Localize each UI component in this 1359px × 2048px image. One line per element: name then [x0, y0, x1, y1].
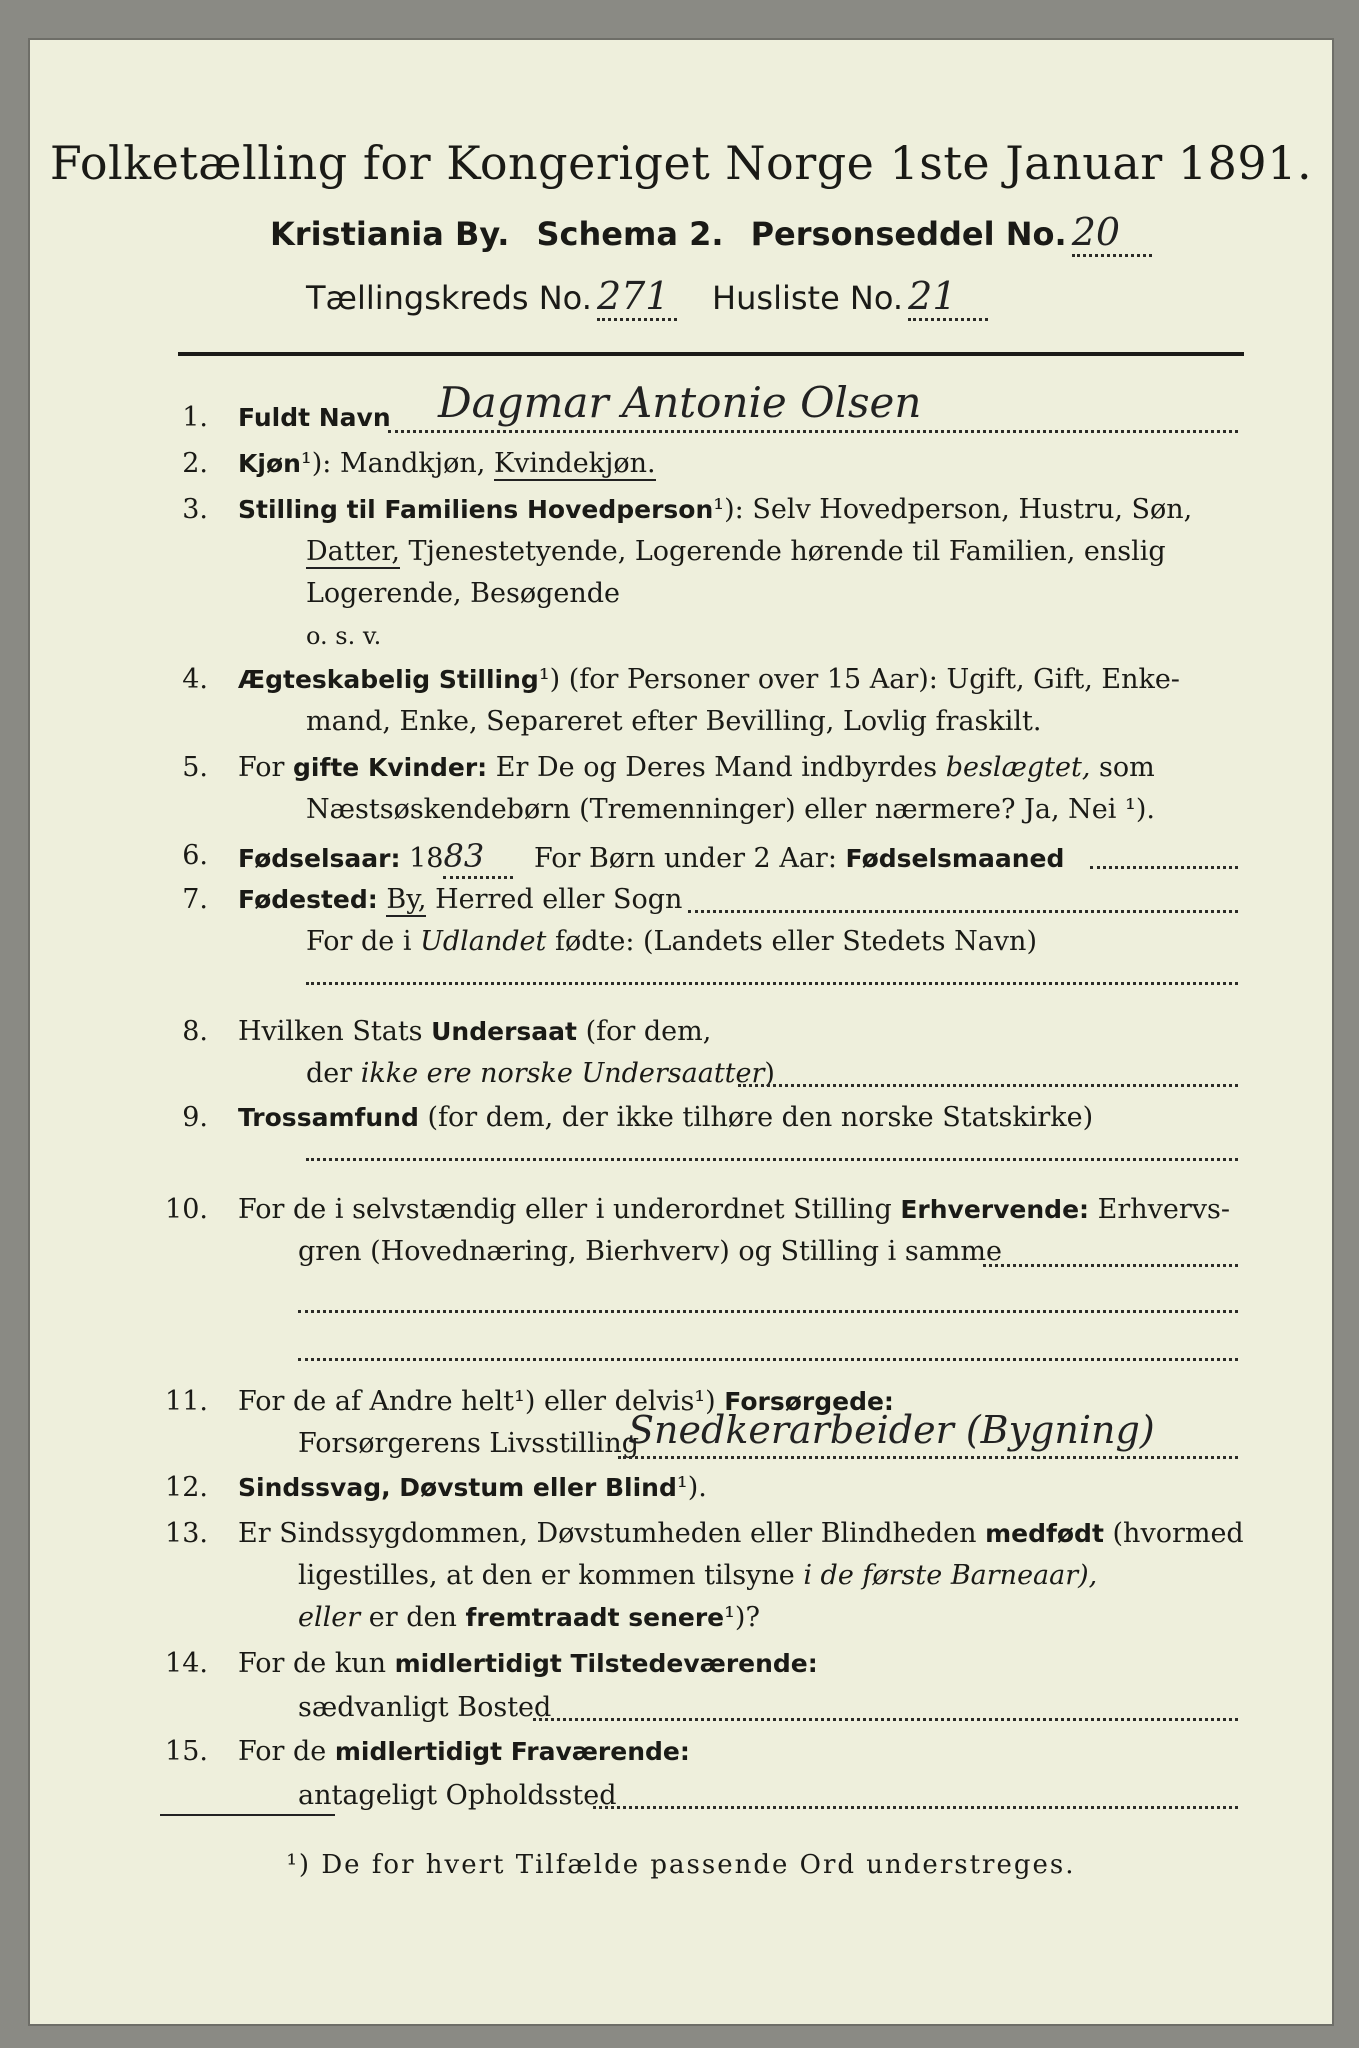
q8-ikke-norske: ikke ere norske Undersaatter: [360, 1058, 765, 1089]
q10-label: Erhvervende:: [900, 1195, 1090, 1224]
q3-sup: ¹):: [713, 494, 744, 525]
q3-options-line-3: Logerende, Besøgende: [306, 578, 620, 609]
q10-line-2: gren (Hovednæring, Bierhverv) og Stilling i samme: [298, 1236, 1003, 1267]
q3-label: Stilling til Familiens Hovedperson: [238, 495, 714, 524]
q7-udlandet: Udlandet: [420, 926, 547, 957]
q9-number: 9.: [182, 1102, 208, 1133]
q15-line-1: For de: [238, 1736, 327, 1767]
q5-for: For: [238, 752, 285, 783]
q7-answer-line: [306, 982, 1238, 985]
q12-number: 12.: [165, 1472, 208, 1503]
q12-label: Sindssvag, Døvstum eller Blind: [238, 1473, 677, 1502]
q11-line-1: For de af Andre helt¹) eller delvis¹): [238, 1386, 716, 1417]
q14-line-2: sædvanligt Bosted: [298, 1692, 552, 1723]
taellingskreds-label: Tællingskreds No.: [306, 279, 592, 317]
q13-er-den: er den: [368, 1602, 457, 1633]
q6-year-prefix: 18: [409, 843, 444, 874]
q8-line-1-end: (for dem,: [585, 1016, 712, 1047]
q13-senere-label: fremtraadt senere: [465, 1603, 725, 1632]
q10-line-2-dots: [983, 1264, 1238, 1267]
q5-label: gifte Kvinder:: [293, 753, 488, 782]
q11-line-2: Forsørgerens Livsstilling: [298, 1428, 640, 1459]
q3-options-line-4: o. s. v.: [306, 622, 382, 650]
q7-country-text: fødte: (Landets eller Stedets Navn): [554, 926, 1037, 957]
q10-answer-line-2: [298, 1358, 1238, 1361]
q12-sup: ¹).: [676, 1472, 707, 1503]
q13-line-2-text: ligestilles, at den er kommen tilsyne: [298, 1560, 795, 1591]
header-rule: [178, 352, 1244, 356]
q7-for-de-i: For de i: [306, 926, 412, 957]
q13-line-2: [298, 1556, 1097, 1596]
q5-number: 5.: [182, 752, 208, 783]
q15-label: midlertidigt Fraværende:: [334, 1737, 690, 1766]
q6-month-line: [1090, 866, 1238, 869]
q7-option-by: By,: [386, 884, 427, 915]
q6-number: 6.: [182, 840, 208, 871]
q1-number: 1.: [182, 402, 208, 433]
q4-line-1: ¹) (for Personer over 15 Aar): Ugift, Gift, Enke-: [538, 664, 1180, 695]
q2-number: 2.: [182, 448, 208, 479]
q14-answer-line: [533, 1718, 1238, 1721]
header-line-2: [306, 274, 988, 321]
header-line-1: [270, 210, 1152, 257]
q15-number: 15.: [165, 1736, 208, 1767]
q13-line-1-end: (hvormed: [1112, 1518, 1244, 1549]
city-label: Kristiania By.: [270, 215, 510, 253]
q7-number: 7.: [182, 884, 208, 915]
q5-line-1: Er De og Deres Mand indbyrdes: [495, 752, 938, 783]
q6-handwritten-year: 83: [443, 836, 513, 879]
taellingskreds-number: 271: [597, 274, 677, 321]
q6-infant-text: For Børn under 2 Aar:: [534, 843, 837, 874]
footnote-rule: [160, 1814, 335, 1816]
q3-options-line-2: Tjenestetyende, Logerende hørende til Familien, enslig: [408, 536, 1166, 567]
q13-eller: eller: [298, 1602, 361, 1633]
q4-label: Ægteskabelig Stilling: [238, 665, 539, 694]
q8-line-2: [306, 1054, 775, 1094]
q1-handwritten-name: Dagmar Antonie Olsen: [438, 378, 922, 427]
q3-line-2: [306, 532, 1166, 572]
q13-barneaar: i de første Barneaar),: [803, 1560, 1098, 1591]
q13-line-3: [298, 1598, 760, 1638]
q11-number: 11.: [165, 1386, 208, 1417]
q5-line-2: Næstsøskendebørn (Tremenninger) eller nærmere? Ja, Nei ¹).: [306, 794, 1155, 825]
q14-label: midlertidigt Tilstedeværende:: [394, 1649, 818, 1678]
q10-line-1: For de i selvstændig eller i underordnet Stilling: [238, 1194, 892, 1225]
q4-number: 4.: [182, 664, 208, 695]
q8-line-1: Hvilken Stats: [238, 1016, 423, 1047]
husliste-number: 21: [908, 274, 988, 321]
q10-number: 10.: [165, 1194, 208, 1225]
q3-option-datter: Datter,: [306, 536, 400, 567]
schema-label: Schema 2.: [536, 215, 724, 253]
q9-text: (for dem, der ikke tilhøre den norske Statskirke): [427, 1102, 1094, 1133]
q13-sup: ¹)?: [724, 1602, 760, 1633]
q7-label: Fødested:: [238, 885, 378, 914]
q2-option-female: Kvindekjøn.: [493, 448, 656, 479]
q15-line-2: antageligt Opholdssted: [298, 1780, 617, 1811]
q8-label: Undersaat: [431, 1017, 577, 1046]
q10-line-1-end: Erhvervs-: [1097, 1194, 1231, 1225]
q13-label: medfødt: [985, 1519, 1104, 1548]
q9-label: Trossamfund: [238, 1103, 419, 1132]
q13-number: 13.: [165, 1518, 208, 1549]
q5-som: som: [1099, 752, 1155, 783]
q2-label: Kjøn: [238, 449, 301, 478]
q11-answer-line: [618, 1456, 1238, 1459]
q8-answer-line: [738, 1084, 1238, 1087]
q8-der: der: [306, 1058, 353, 1089]
q14-line-1: For de kun: [238, 1648, 386, 1679]
q2-sup: ¹):: [300, 448, 332, 479]
q4-line-2: mand, Enke, Separeret efter Bevilling, Lovlig fraskilt.: [306, 706, 1042, 737]
q13-line-1: Er Sindssygdommen, Døvstumheden eller Blindheden: [238, 1518, 977, 1549]
q11-label: Forsørgede:: [724, 1387, 894, 1416]
q15-answer-line: [593, 1806, 1238, 1809]
census-form-sheet: [28, 38, 1334, 2026]
q3-options-line-1: Selv Hovedperson, Hustru, Søn,: [752, 494, 1193, 525]
q11-handwritten-occupation: Snedkerarbeider (Bygning): [628, 1408, 1155, 1452]
q7-line-1: [688, 910, 1238, 913]
q6-month-label: Fødselsmaaned: [845, 844, 1065, 873]
personseddel-number: 20: [1072, 210, 1152, 257]
husliste-label: Husliste No.: [712, 279, 904, 317]
q7-options: Herred eller Sogn: [435, 884, 683, 915]
footnote: ¹) De for hvert Tilfælde passende Ord understreges.: [286, 1850, 1076, 1880]
q5-beslaegtet: beslægtet,: [945, 752, 1091, 783]
q1-answer-line: [388, 430, 1238, 433]
q1-label: Fuldt Navn: [238, 403, 391, 432]
q6-label: Fødselsaar:: [238, 844, 401, 873]
q3-number: 3.: [182, 494, 208, 525]
q9-answer-line: [306, 1158, 1238, 1161]
q14-number: 14.: [165, 1648, 208, 1679]
q10-answer-line-1: [298, 1310, 1238, 1313]
personseddel-label: Personseddel No.: [750, 215, 1067, 253]
q7-line-2: [306, 922, 1037, 962]
q8-number: 8.: [182, 1016, 208, 1047]
q8-paren: ): [764, 1058, 775, 1089]
form-title: Folketælling for Kongeriget Norge 1ste Januar 1891.: [49, 136, 1313, 190]
q2-option-male: Mandkjøn,: [339, 448, 486, 479]
